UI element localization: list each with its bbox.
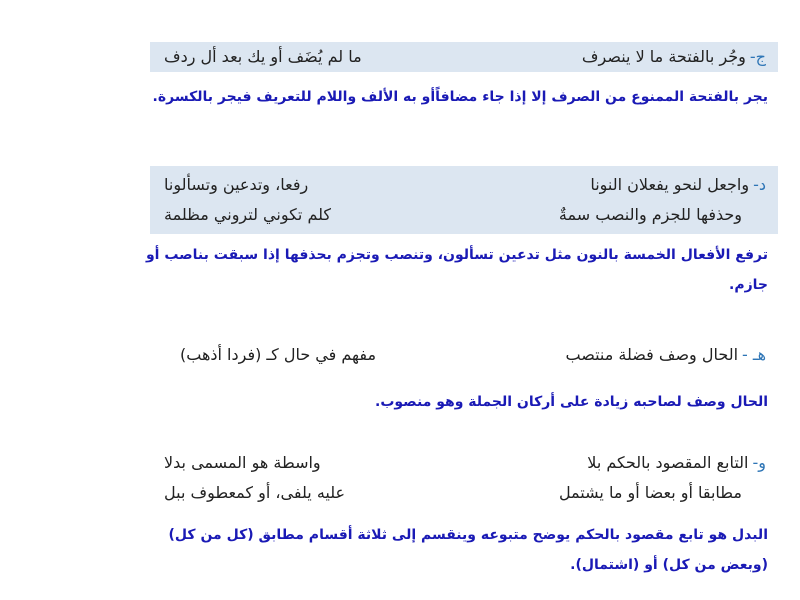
explanation-text: يجر بالفتحة الممنوع من الصرف إلا إذا جاء مضافاًأو به الألف واللام للتعريف فيجر بالكسرة. — [152, 89, 768, 105]
verse-line — [150, 42, 778, 72]
verse-box-dal — [150, 166, 778, 234]
explanation-text: ترفع الأفعال الخمسة بالنون مثل تدعين تسألون، وتنصب وتجزم بحذفها إذا سبقت بناصب أو جازم. — [145, 247, 768, 293]
verse-second-hemistich: واسطة هو المسمى بدلا — [164, 453, 321, 472]
verse-first-hemistich: و-التابع المقصود بالحكم بلا — [587, 453, 766, 472]
verse-first-hemistich: هـ -الحال وصف فضلة منتصب — [565, 345, 766, 364]
verse-line — [150, 200, 778, 230]
verse-first-hemistich: ج-وجُر بالفتحة ما لا ينصرف — [581, 47, 766, 66]
verse-first-hemistich: مطابقا أو بعضا أو ما يشتمل — [558, 483, 742, 502]
explanation-text: الحال وصف لصاحبه زيادة على أركان الجملة وهو منصوب. — [375, 394, 768, 410]
verse-line — [150, 478, 778, 508]
section-marker: و- — [752, 453, 766, 472]
verse-line — [150, 170, 778, 200]
verse-first-hemistich: وحذفها للجزم والنصب سمةٌ — [558, 205, 742, 224]
section-marker: د- — [753, 175, 766, 194]
verse-line — [150, 340, 778, 370]
section-marker: هـ - — [742, 345, 766, 364]
verse-second-hemistich: عليه يلفى، أو كمعطوف ببل — [164, 483, 346, 502]
verse-second-hemistich: رفعا، وتدعين وتسألونا — [164, 175, 309, 194]
explanation-text: البدل هو تابع مقصود بالحكم يوضح متبوعه وينقسم إلى ثلاثة أقسام مطابق (كل من كل) (وبعض من كل) أو (اشتمال). — [168, 527, 768, 573]
verse-second-hemistich: ما لم يُضَف أو يك بعد أل ردف — [164, 47, 362, 66]
verse-box-jeem — [150, 42, 778, 72]
verse-box-ha — [150, 340, 778, 370]
verse-second-hemistich: مفهم في حال كـ (فردا أذهب) — [180, 345, 377, 364]
verse-second-hemistich: كلم تكوني لتروني مظلمة — [164, 205, 332, 224]
section-marker: ج- — [749, 47, 766, 66]
verse-first-hemistich: د-واجعل لنحو يفعلان النونا — [590, 175, 766, 194]
verse-box-waw — [150, 448, 778, 512]
verse-line — [150, 448, 778, 478]
